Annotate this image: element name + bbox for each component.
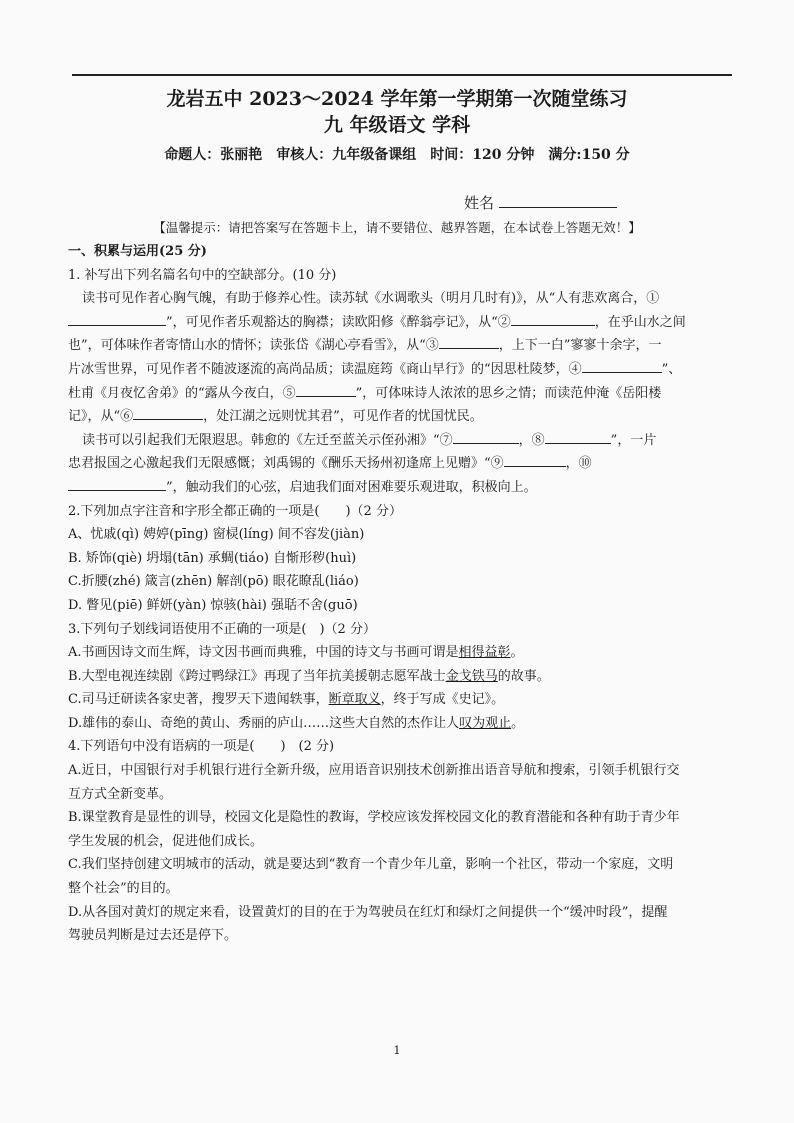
- q4-option-a-cont: 互方式全新变革。: [68, 786, 173, 802]
- answer-blank: [504, 453, 566, 467]
- exam-body: [68, 240, 734, 948]
- option-text: D.雄伟的泰山、奇绝的黄山、秀丽的庐山……这些大自然的杰作让人: [68, 715, 460, 731]
- q3-option-c: [68, 688, 734, 712]
- exam-info: 命题人：张丽艳 审核人：九年级备课组 时间：120 分钟 满分:150 分: [164, 147, 630, 163]
- q1-text: ，上下一白”: [498, 338, 571, 354]
- q3-stem: 3.下列句子划线词语使用不正确的一项是( )（2 分）: [68, 621, 376, 637]
- answer-blank: [68, 477, 166, 491]
- answer-blank: [68, 312, 166, 326]
- option-text: ，终于写成《史记》。: [380, 692, 505, 708]
- q1-line: [68, 287, 734, 311]
- q1-text: ，⑩: [565, 456, 592, 472]
- q4-option-d: D.从各国对黄灯的规定来看，设置黄灯的目的在于为驾驶员在红灯和绿灯之间提供一个“缓冲时段”，提醒: [68, 904, 668, 920]
- name-field: [464, 192, 617, 213]
- q1-line: [68, 476, 734, 500]
- q1-line: [68, 405, 734, 429]
- q1-line: [68, 334, 734, 358]
- q4-option-c-cont: 整个社会”的目的。: [68, 881, 179, 897]
- answer-blank: [296, 383, 356, 397]
- q1-text: 也”，可体味作者寄情山水的情怀；读张岱《湖心亭看雪》，从“③: [68, 338, 439, 354]
- q1-text: 寥寥十余字，一: [570, 338, 662, 354]
- q1-text: 忠君报国之心激起我们无限感慨；刘禹锡的《酬乐天扬州初逢席上见赠》“⑨: [68, 456, 504, 472]
- q4-stem: 4.下列语句中没有语病的一项是( ) (2 分): [68, 739, 335, 755]
- q1-text: ，⑧: [518, 432, 545, 448]
- option-text: A.书画因诗文而生辉，诗文因书画而典雅，中国的诗文与书画可谓是: [68, 645, 459, 661]
- option-text: 。: [510, 645, 524, 661]
- q2-stem: 2.下列加点字注音和字形全都正确的一项是( )（2 分）: [68, 503, 402, 519]
- q1-text: 片冰雪世界，可见作者不随波逐流的高尚品质；读温庭筠《商山早行》的“因思杜陵梦，④: [68, 361, 582, 377]
- q1-line: [68, 382, 734, 406]
- answer-blank: [439, 335, 499, 349]
- option-text: 。: [511, 715, 525, 731]
- q4-option-a: A.近日，中国银行对手机银行进行全新升级，应用语音识别技术创新推出语音导航和搜索，引领手机银行交: [68, 763, 680, 779]
- warm-tip: 【温馨提示：请把答案写在答题卡上，请不要错位、越界答题，在本试卷上答题无效！】: [153, 220, 641, 235]
- q4-option-b: B.课堂教育是显性的训导，校园文化是隐性的教诲，学校应该发挥校园文化的教育潜能和各种有助于青少年: [68, 810, 680, 826]
- subject-title: 九 年级语文 学科: [323, 114, 471, 136]
- q1-text: 杜甫《月夜忆舍弟》的“露从今夜白，⑤: [68, 385, 296, 401]
- q1-text: ，在乎山水之间: [594, 314, 686, 330]
- q2-option-a: A、忧戚(qì) 娉婷(pīng) 窗棂(líng) 间不容发(jiàn): [68, 527, 365, 543]
- q1-text: 读书可见作者心胸气魄，有助于修养心性。读苏轼《水调歌头（明月几时有)》，从“人有悲欢离合，①: [82, 291, 660, 307]
- answer-blank: [511, 312, 595, 326]
- q3-option-a: [68, 641, 734, 665]
- underlined-word: 叹为观止: [459, 715, 512, 731]
- page-number: 1: [393, 1044, 401, 1057]
- q4-option-c: C.我们坚持创建文明城市的活动，就是要达到“教育一个青少年儿童，影响一个社区，带动一个家庭，文明: [68, 857, 674, 873]
- q1-line: [68, 452, 734, 476]
- q1-text: 读书可以引起我们无限遐思。韩愈的《左迁至蓝关示侄孙湘》“⑦: [82, 432, 453, 448]
- q2-option-b: B. 矫饰(qiè) 坍塌(tān) 承蜩(tiáo) 自惭形秽(huì): [68, 550, 357, 566]
- q3-option-b: [68, 665, 734, 689]
- q1-text: ”，可见作者乐观豁达的胸襟；读欧阳修《醉翁亭记》，从“②: [166, 314, 511, 330]
- top-rule: [72, 74, 732, 76]
- answer-blank: [582, 359, 662, 373]
- q1-text: ”，可体味诗人浓浓的思乡之情；而读范仲淹《岳阳楼: [355, 385, 662, 401]
- q1-text: ”，触动我们的心弦，启迪我们面对困难要乐观进取，积极向上。: [166, 479, 537, 495]
- q3-option-d: [68, 712, 734, 736]
- name-label: 姓名: [464, 194, 495, 212]
- q1-line: [68, 429, 734, 453]
- section-heading: 一、积累与运用(25 分): [68, 244, 207, 259]
- option-text: 的故事。: [497, 668, 550, 684]
- option-text: C.司马迁研读各家史著，搜罗天下遗闻轶事，: [68, 692, 329, 708]
- option-text: B.大型电视连续剧《跨过鸭绿江》再现了当年抗美援朝志愿军战士: [68, 668, 446, 684]
- underlined-word: 相得益彰: [458, 645, 511, 661]
- q4-option-b-cont: 学生发展的机会，促进他们成长。: [68, 833, 264, 849]
- answer-blank: [133, 406, 203, 420]
- underlined-word: 金戈铁马: [445, 668, 498, 684]
- q1-line: [68, 311, 734, 335]
- exam-title: 龙岩五中 2023～2024 学年第一学期第一次随堂练习: [166, 88, 628, 110]
- q1-text: ，处江湖之远则忧其君”，可见作者的忧国忧民。: [203, 409, 483, 425]
- answer-blank: [453, 430, 519, 444]
- answer-blank: [545, 430, 611, 444]
- name-blank: [499, 193, 617, 208]
- q2-option-c: C.折腰(zhé) 箴言(zhēn) 解剖(pō) 眼花瞭乱(liáo): [68, 574, 359, 590]
- q2-option-d: D. 瞥见(piē) 鲜妍(yàn) 惊骇(hài) 强聒不舍(guō): [68, 597, 358, 613]
- q1-text: ”、: [661, 361, 682, 377]
- q1-text: ”，一片: [610, 432, 657, 448]
- underlined-word: 断章取义: [328, 692, 381, 708]
- q4-option-d-cont: 驾驶员判断是过去还是停下。: [68, 928, 238, 944]
- q1-line: [68, 358, 734, 382]
- q1-text: 记》，从“⑥: [68, 409, 134, 425]
- q1-stem: 1. 补写出下列名篇名句中的空缺部分。(10 分): [68, 267, 337, 283]
